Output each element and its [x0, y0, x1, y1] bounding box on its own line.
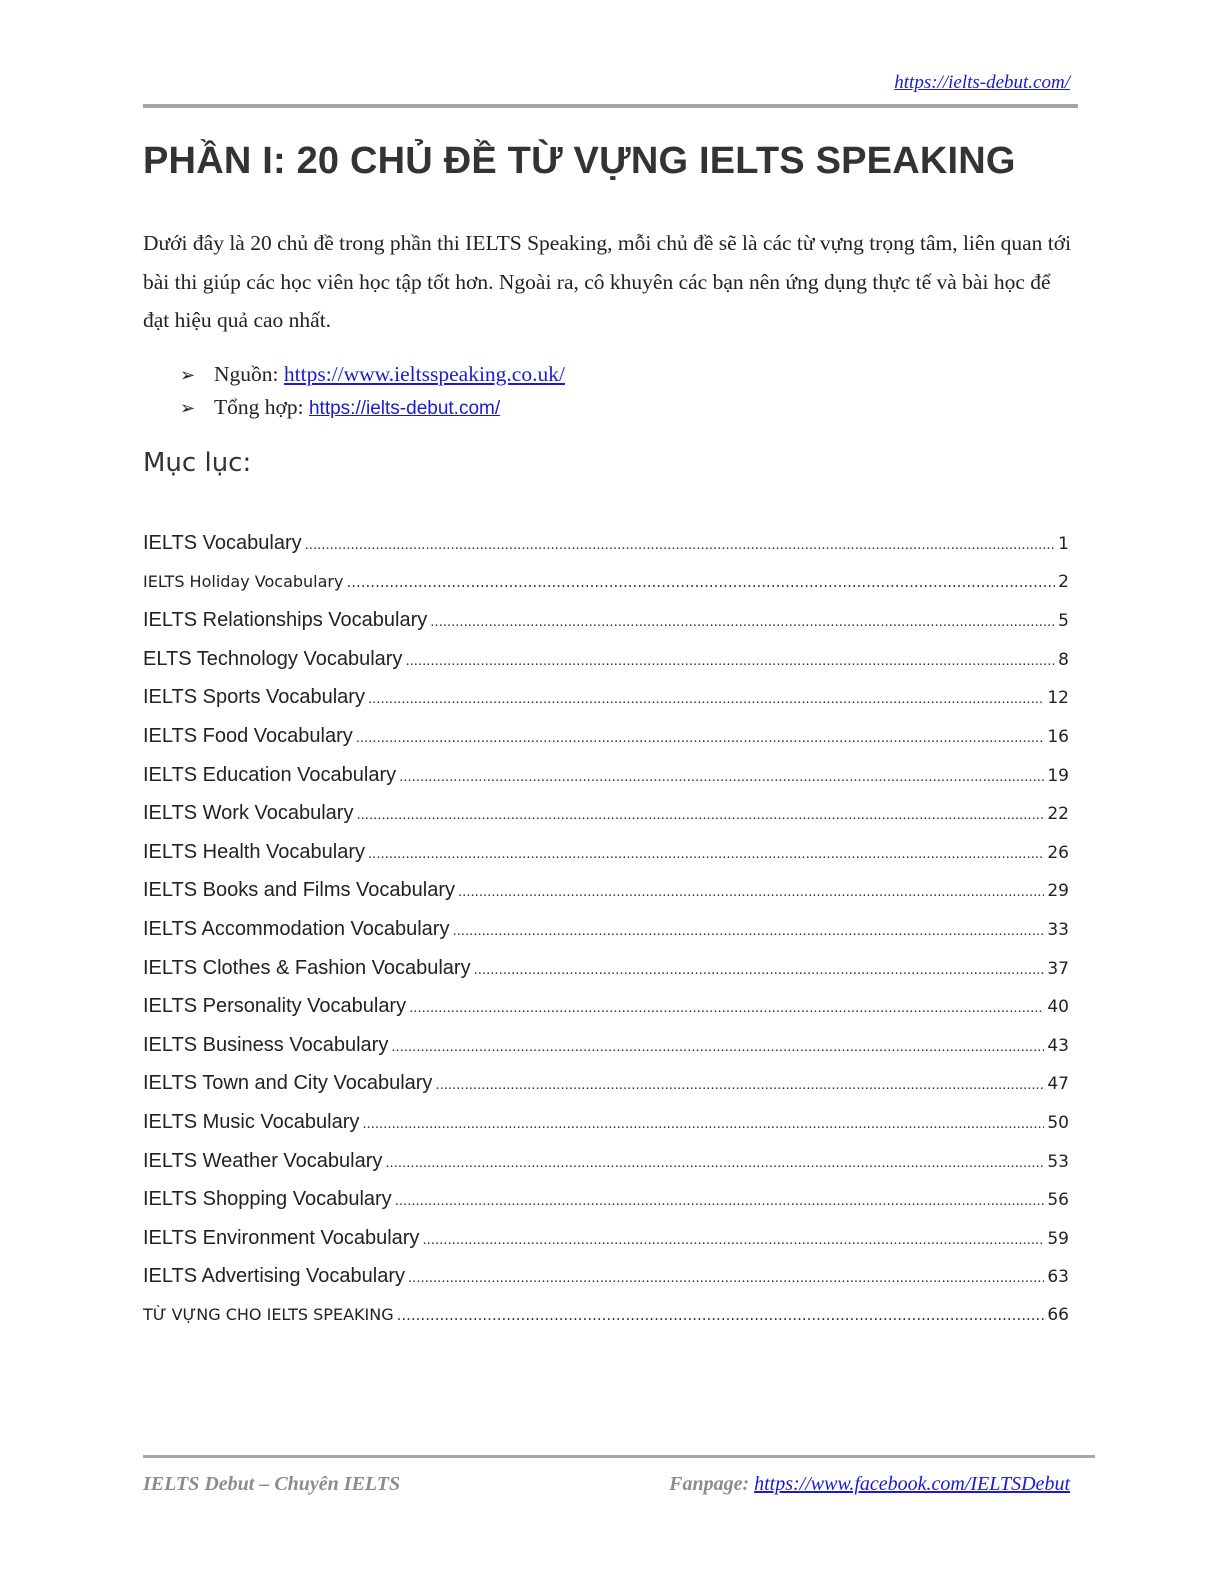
toc-entry-page: 19	[1047, 765, 1069, 786]
source-label: Tổng hợp:	[214, 395, 304, 419]
toc-entry-title: IELTS Clothes & Fashion Vocabulary	[143, 956, 471, 979]
toc-entry-title: IELTS Advertising Vocabulary	[143, 1265, 405, 1288]
toc-entry[interactable]	[143, 563, 1069, 602]
toc-dot-leader	[399, 758, 1044, 797]
toc-dot-leader	[435, 1066, 1044, 1105]
source-item	[180, 358, 565, 391]
toc-dot-leader	[458, 873, 1044, 912]
toc-dot-leader	[395, 1182, 1045, 1221]
toc-entry-page: 56	[1047, 1190, 1069, 1211]
toc-entry-page: 33	[1047, 919, 1069, 940]
toc-entry[interactable]	[143, 910, 1069, 949]
toc-dot-leader	[305, 526, 1056, 565]
toc-entry[interactable]	[143, 833, 1069, 872]
toc-entry-page: 40	[1047, 997, 1069, 1018]
toc-entry[interactable]	[143, 524, 1069, 563]
toc-entry-page: 8	[1058, 649, 1069, 670]
toc-entry-title: IELTS Environment Vocabulary	[143, 1226, 420, 1249]
toc-entry[interactable]	[143, 1296, 1069, 1335]
toc-entry-title: IELTS Education Vocabulary	[143, 763, 397, 786]
toc-entry-title: IELTS Shopping Vocabulary	[143, 1188, 392, 1211]
footer-divider	[143, 1455, 1095, 1458]
toc-dot-leader	[452, 912, 1044, 951]
toc-entry-title: IELTS Music Vocabulary	[143, 1110, 360, 1133]
fanpage-link[interactable]: https://www.facebook.com/IELTSDebut	[754, 1473, 1070, 1495]
toc-entry-page: 1	[1058, 534, 1069, 554]
toc-dot-leader	[346, 563, 1055, 602]
toc-entry[interactable]	[143, 1219, 1069, 1258]
toc-entry-page: 2	[1058, 571, 1069, 592]
toc-entry-title: IELTS Work Vocabulary	[143, 802, 354, 825]
toc-entry-page: 22	[1047, 804, 1069, 825]
toc-entry-page: 5	[1058, 611, 1069, 632]
toc-entry-page: 63	[1047, 1267, 1069, 1288]
toc-dot-leader	[474, 951, 1045, 990]
toc-dot-leader	[368, 835, 1044, 874]
page-title: PHẦN I: 20 CHỦ ĐỀ TỪ VỰNG IELTS SPEAKING	[143, 140, 1016, 182]
toc-dot-leader	[430, 603, 1055, 642]
toc-entry[interactable]	[143, 1103, 1069, 1142]
source-item	[180, 391, 565, 424]
toc-entry-page: 47	[1047, 1074, 1069, 1095]
toc-entry-page: 50	[1047, 1112, 1069, 1133]
toc-entry-title: TỪ VỰNG CHO IELTS SPEAKING	[143, 1304, 394, 1324]
toc-entry[interactable]	[143, 678, 1069, 717]
toc-entry-page: 26	[1047, 842, 1069, 863]
toc-entry-title: IELTS Sports Vocabulary	[143, 686, 365, 709]
toc-dot-leader	[397, 1296, 1045, 1335]
toc-dot-leader	[405, 642, 1055, 681]
toc-entry-page: 16	[1047, 726, 1069, 747]
toc-entry[interactable]	[143, 717, 1069, 756]
source-label: Nguồn:	[214, 362, 279, 386]
toc-dot-leader	[409, 989, 1044, 1028]
intro-paragraph: Dưới đây là 20 chủ đề trong phần thi IELTS Speaking, mỗi chủ đề sẽ là các từ vựng trọng tâm, liên quan tới bài thi giúp các học viên học tập tốt hơn. Ngoài ra, cô khuyên các bạn nên ứng dụng thực tế và bài học để đạt hiệu quả cao nhất.	[143, 231, 1072, 332]
footer-brand: IELTS Debut – Chuyên IELTS	[143, 1473, 401, 1495]
toc-entry-page: 12	[1047, 688, 1069, 709]
toc-entry-title: IELTS Holiday Vocabulary	[143, 571, 344, 591]
toc-dot-leader	[385, 1144, 1044, 1183]
header-url-link[interactable]: https://ielts-debut.com/	[894, 72, 1070, 93]
toc-entry[interactable]	[143, 1180, 1069, 1219]
toc-entry-page: 37	[1047, 958, 1069, 979]
toc-entry[interactable]	[143, 601, 1069, 640]
toc-dot-leader	[408, 1259, 1044, 1298]
toc-entry[interactable]	[143, 1026, 1069, 1065]
toc-entry-page: 66	[1047, 1304, 1069, 1325]
source-link[interactable]: https://ielts-debut.com/	[308, 398, 501, 419]
arrow-bullet-icon: ➢	[180, 398, 196, 418]
toc-entry-title: IELTS Health Vocabulary	[143, 840, 365, 863]
toc-dot-leader	[391, 1028, 1044, 1067]
header-divider	[143, 104, 1078, 108]
toc-entry-page: 59	[1047, 1228, 1069, 1249]
toc-entry-title: IELTS Food Vocabulary	[143, 724, 353, 747]
toc-entry-title: ELTS Technology Vocabulary	[143, 647, 403, 670]
arrow-bullet-icon: ➢	[180, 365, 196, 385]
toc-entry-title: IELTS Personality Vocabulary	[143, 995, 407, 1018]
toc-dot-leader	[368, 680, 1044, 719]
toc-entry[interactable]	[143, 1142, 1069, 1181]
toc-entry-title: IELTS Books and Films Vocabulary	[143, 879, 455, 902]
toc-heading: Mục lục:	[143, 448, 252, 478]
toc-entry-title: IELTS Accommodation Vocabulary	[143, 917, 450, 940]
source-link[interactable]: https://www.ieltsspeaking.co.uk/	[283, 362, 565, 386]
toc-entry-page: 43	[1047, 1035, 1069, 1056]
table-of-contents	[143, 524, 1069, 1334]
toc-entry-title: IELTS Business Vocabulary	[143, 1033, 389, 1056]
toc-entry[interactable]	[143, 949, 1069, 988]
toc-entry[interactable]	[143, 1257, 1069, 1296]
toc-dot-leader	[356, 719, 1045, 758]
toc-dot-leader	[356, 796, 1044, 835]
toc-entry-title: IELTS Relationships Vocabulary	[143, 609, 428, 632]
toc-entry[interactable]	[143, 794, 1069, 833]
fanpage-label: Fanpage:	[669, 1473, 750, 1495]
toc-entry-page: 53	[1047, 1151, 1069, 1172]
toc-dot-leader	[362, 1105, 1044, 1144]
toc-entry[interactable]	[143, 1064, 1069, 1103]
toc-entry-title: IELTS Weather Vocabulary	[143, 1149, 383, 1172]
toc-entry[interactable]	[143, 756, 1069, 795]
toc-entry[interactable]	[143, 640, 1069, 679]
toc-entry-page: 29	[1047, 881, 1069, 902]
toc-entry-title: IELTS Vocabulary	[143, 532, 302, 554]
toc-entry[interactable]	[143, 987, 1069, 1026]
footer-fanpage	[669, 1473, 1070, 1496]
toc-dot-leader	[422, 1221, 1044, 1260]
toc-entry[interactable]	[143, 871, 1069, 910]
source-list	[180, 358, 565, 424]
toc-entry-title: IELTS Town and City Vocabulary	[143, 1072, 433, 1095]
